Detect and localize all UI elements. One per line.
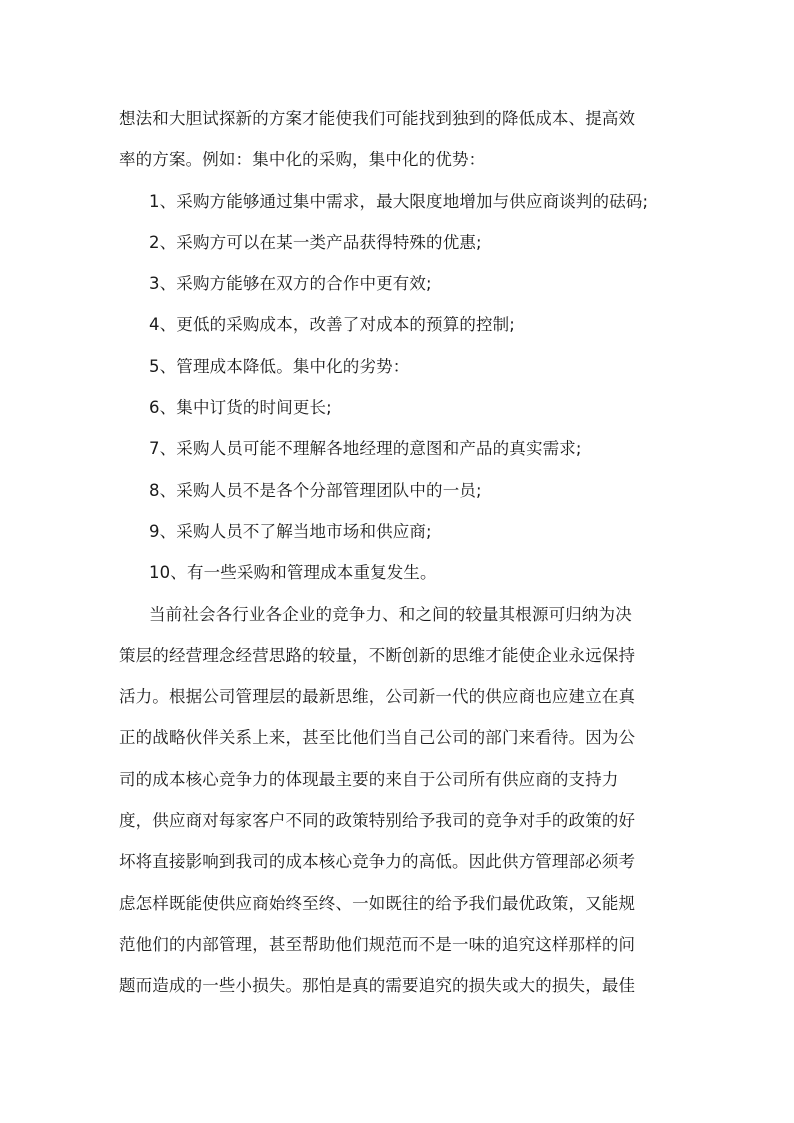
list-item: 8、采购人员不是各个分部管理团队中的一员;	[149, 480, 482, 500]
list-item: 2、采购方可以在某一类产品获得特殊的优惠;	[149, 232, 482, 252]
list-item: 5、管理成本降低。集中化的劣势：	[149, 356, 410, 376]
text-line: 正的战略伙伴关系上来，甚至比他们当自己公司的部门来看待。因为公	[119, 728, 636, 748]
text-line: 司的成本核心竞争力的体现最主要的来自于公司所有供应商的支持力	[119, 769, 619, 789]
body-text	[119, 98, 679, 1007]
text-line: 想法和大胆试探新的方案才能使我们可能找到独到的降低成本、提高效	[119, 109, 636, 128]
text-line: 度，供应商对每家客户不同的政策特别给予我司的竞争对手的政策的好	[119, 811, 636, 831]
list-item: 9、采购人员不了解当地市场和供应商;	[149, 521, 432, 541]
list-item: 4、更低的采购成本，改善了对成本的预算的控制;	[149, 315, 516, 335]
paragraph-start-line: 当前社会各行业各企业的竞争力、和之间的较量其根源可归纳为决	[149, 604, 632, 624]
list-item: 1、采购方能够通过集中需求，最大限度地增加与供应商谈判的砝码;	[149, 191, 649, 211]
list-item: 3、采购方能够在双方的合作中更有效;	[149, 274, 432, 294]
text-line: 虑怎样既能使供应商始终至终、一如既往的给予我们最优政策，又能规	[119, 893, 636, 913]
text-line: 率的方案。例如：集中化的采购，集中化的优势：	[119, 150, 486, 170]
text-line: 策层的经营理念经营思路的较量，不断创新的思维才能使企业永远保持	[119, 645, 636, 665]
text-line: 坏将直接影响到我司的成本核心竞争力的高低。因此供方管理部必须考	[119, 852, 636, 872]
list-item: 7、采购人员可能不理解各地经理的意图和产品的真实需求;	[149, 439, 582, 459]
list-item: 10、有一些采购和管理成本重复发生。	[149, 563, 437, 583]
text-line: 题而造成的一些小损失。那怕是真的需要追究的损失或大的损失，最佳	[119, 976, 636, 996]
text-line: 范他们的内部管理，甚至帮助他们规范而不是一味的追究这样那样的问	[119, 934, 636, 954]
list-item: 6、集中订货的时间更长;	[149, 398, 332, 418]
text-line: 活力。根据公司管理层的最新思维，公司新一代的供应商也应建立在真	[119, 687, 636, 707]
